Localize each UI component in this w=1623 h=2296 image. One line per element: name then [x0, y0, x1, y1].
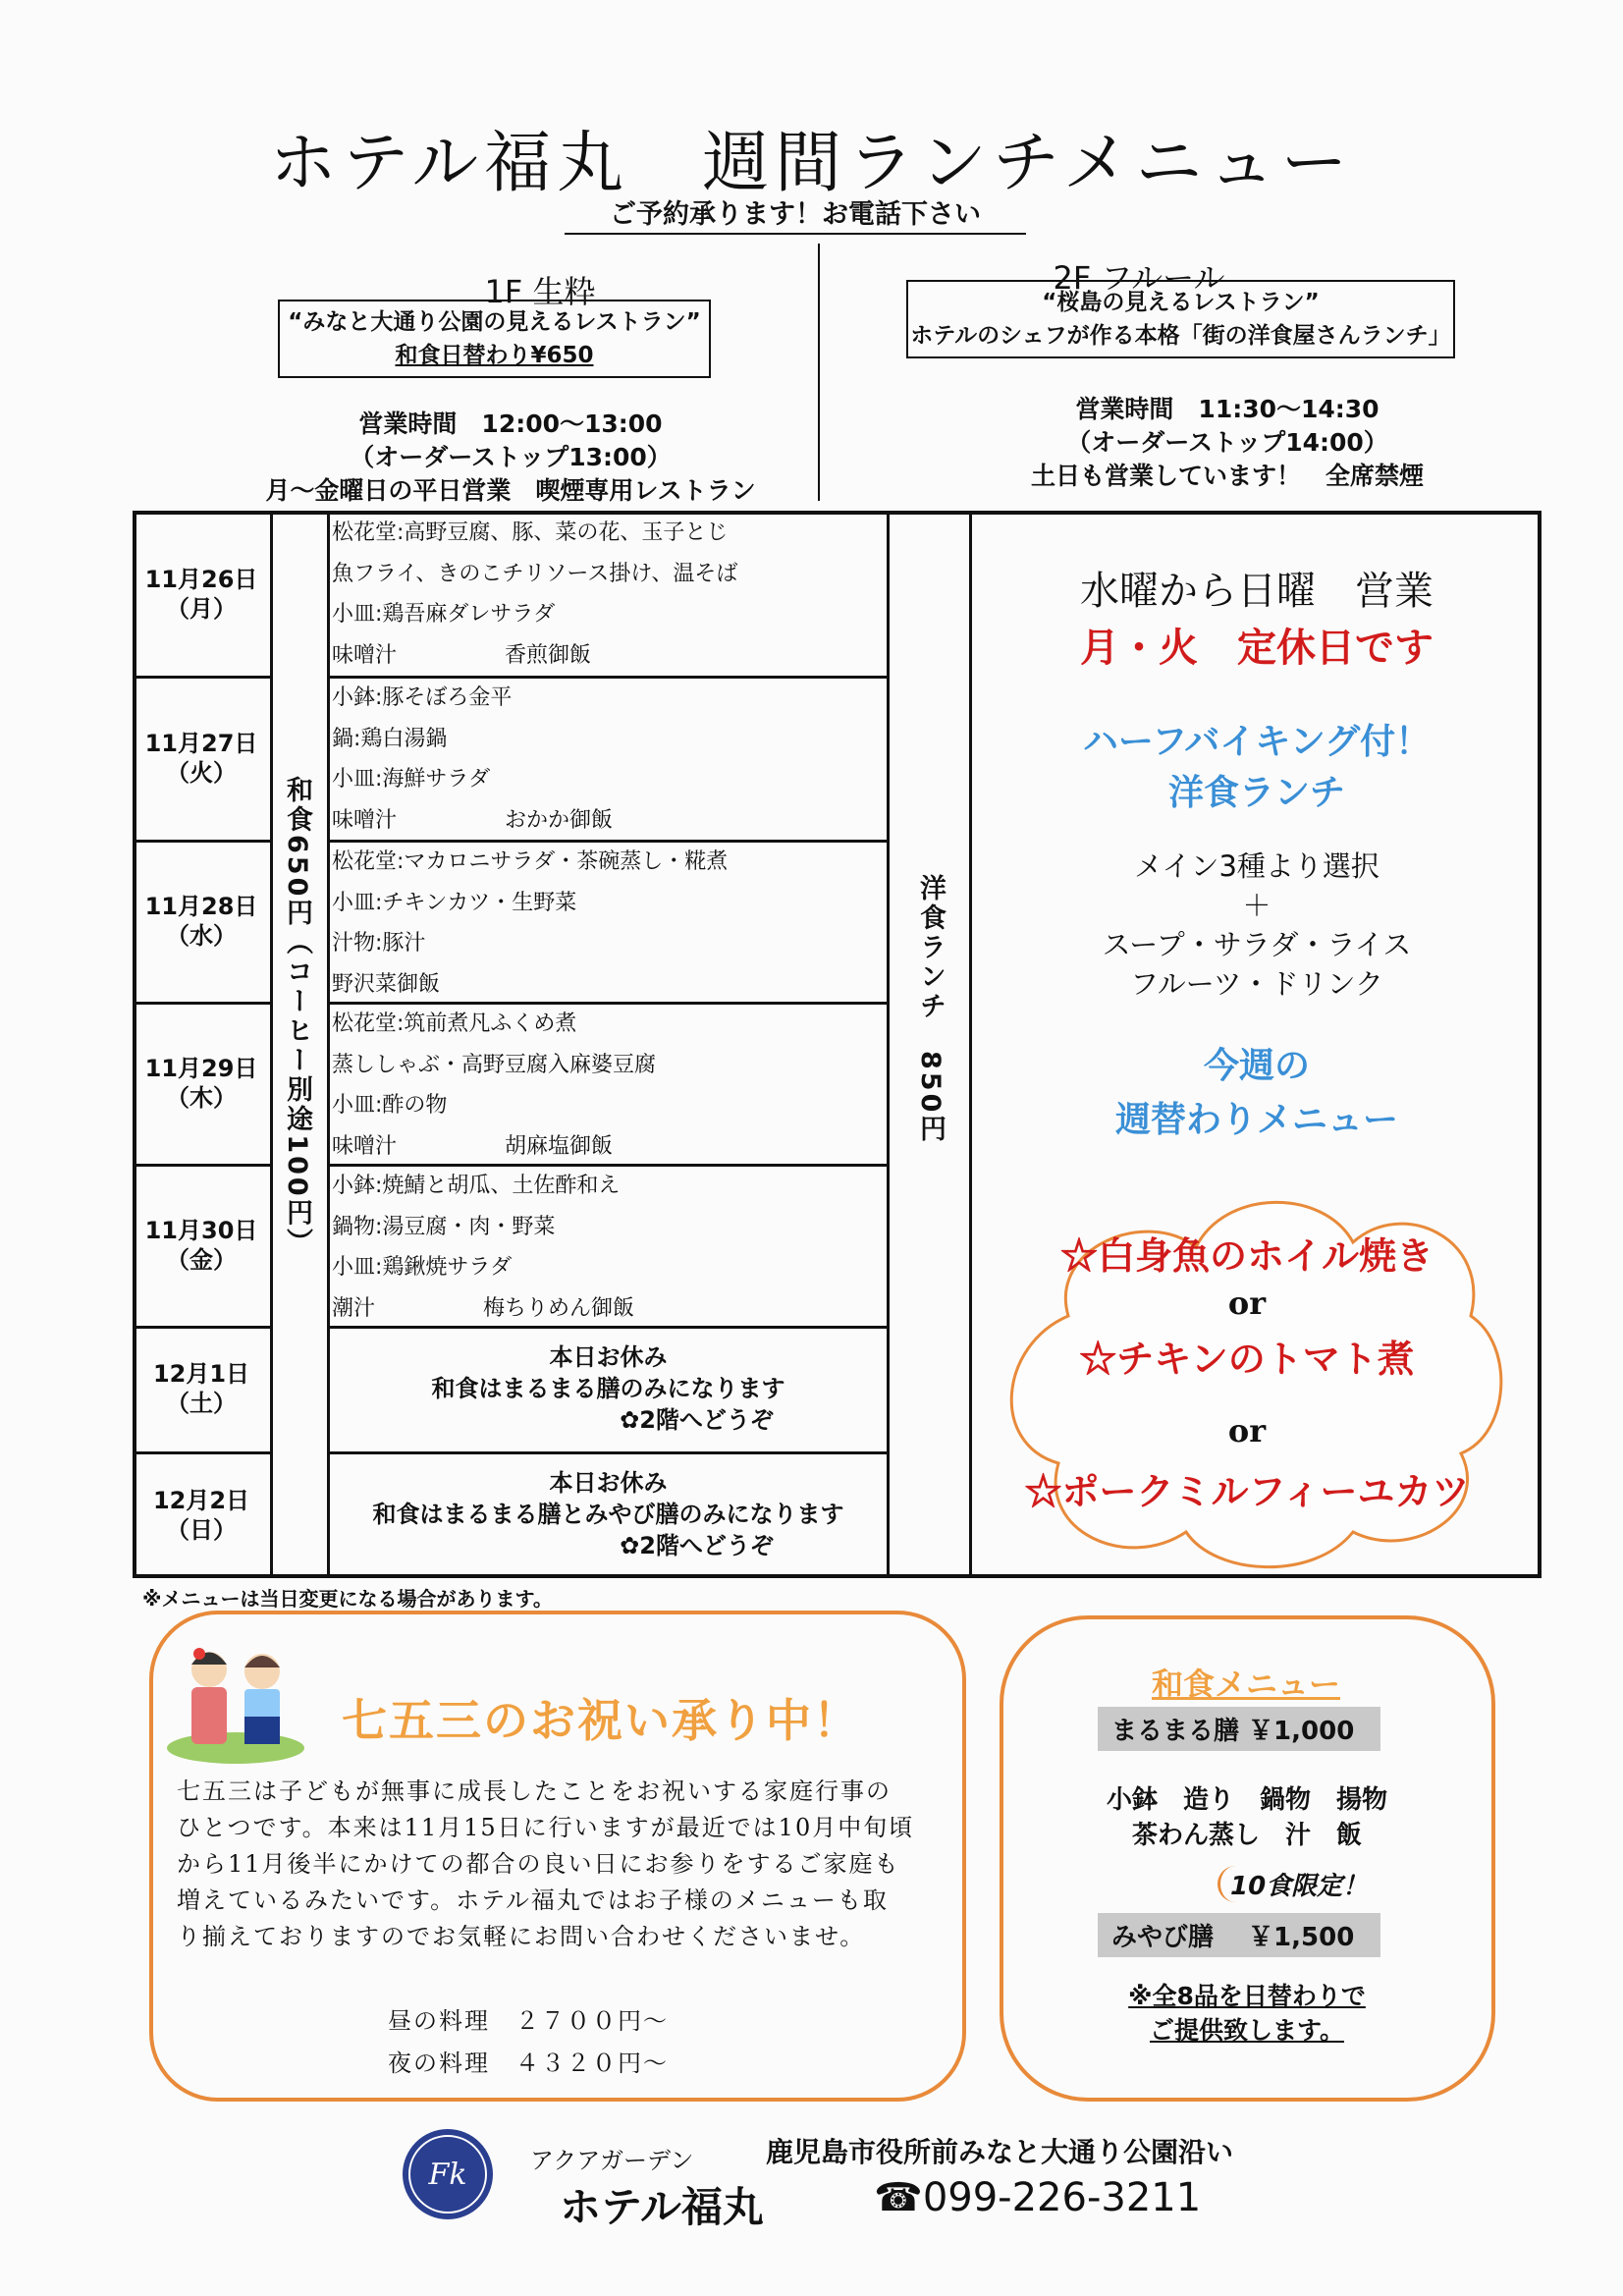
day-date: 12月2日: [152, 1487, 250, 1514]
items-line2: 茶わん蒸し 汁 飯: [1131, 1821, 1362, 1850]
menu-line: 小皿:チキンカツ・生野菜: [332, 890, 577, 915]
floor2-tagline: “桜島の見えるレストラン”: [1042, 290, 1320, 315]
day-date: 11月26日: [144, 566, 258, 593]
rest-line: 和食はまるまる膳とみやび膳のみになります: [372, 1501, 844, 1528]
rest-line: 本日お休み: [549, 1469, 668, 1497]
rest-line: 本日お休み: [549, 1343, 668, 1371]
or-label: or: [1227, 1412, 1267, 1449]
day-cell: [133, 565, 270, 624]
weekly-line2: 週替わりメニュー: [1114, 1100, 1398, 1140]
menu-line: 小皿:酢の物: [332, 1093, 448, 1118]
daily-note: [1100, 1979, 1394, 2048]
body-line: ひとつです。本来は11月15日に行いますが最近では10月中旬頃: [177, 1814, 915, 1841]
menu-line: 鍋物:湯豆腐・肉・野菜: [332, 1214, 556, 1239]
day-dow: （月）: [166, 595, 237, 623]
menu-line: 魚フライ、きのこチリソース掛け、温そば: [332, 561, 738, 586]
rest-line: 和食はまるまる膳のみになります: [431, 1375, 785, 1402]
body-line: から11月後半にかけての都合の良い日にお参りをするご家庭も: [177, 1850, 900, 1878]
menu-line: 鍋:鶏白湯鍋: [332, 726, 448, 751]
set-items: [1041, 1782, 1453, 1853]
body-line: り揃えておりますのでお気軽にお問い合わせくださいませ。: [177, 1923, 866, 1950]
day-cell: [133, 892, 270, 951]
washoku-price-label: 和食650円（コーヒー別途100円）: [282, 776, 312, 1258]
limited-badge: 10食限定！: [1217, 1866, 1378, 1902]
buffet-line2: 洋食ランチ: [1167, 773, 1345, 813]
floor1-price: 和食日替わり¥650: [395, 343, 594, 368]
menu-line: 味噌汁 香煎御飯: [332, 642, 592, 668]
note-line1: ※全8品を日替わりで: [1128, 1982, 1366, 2010]
aqua-garden: アクアガーデン: [530, 2147, 694, 2174]
day-cell: [133, 1359, 270, 1418]
column-divider: [818, 244, 820, 501]
sides-line1: スープ・サラダ・ライス: [1102, 928, 1412, 961]
day-dow: （日）: [166, 1516, 237, 1544]
rest-line: ✿2階へどうぞ: [620, 1406, 774, 1434]
table-hline: [133, 1326, 271, 1329]
price-list: [388, 2003, 669, 2082]
floor2-note: 土日も営業しています！ 全席禁煙: [1030, 462, 1424, 490]
day-dow: （木）: [166, 1084, 237, 1112]
floor1-last-order: （オーダーストップ13:00）: [350, 443, 672, 471]
day-menu: [332, 1166, 634, 1329]
day-menu: [332, 1004, 656, 1167]
address: 鹿児島市役所前みなと大通り公園沿い: [766, 2136, 1234, 2168]
menu-line: 松花堂:筑前煮凡ふくめ煮: [332, 1011, 577, 1036]
lunch-detail: [972, 847, 1542, 1004]
weekly-line1: 今週の: [1203, 1046, 1310, 1086]
or-label: or: [1227, 1285, 1267, 1322]
day-menu: [332, 513, 737, 676]
floor1-note: 月～金曜日の平日営業 喫煙専用レストラン: [265, 476, 756, 505]
menu-line: 松花堂:マカロニサラダ・茶碗蒸し・糀煮: [332, 849, 729, 874]
logo-mark: Fk: [408, 2135, 487, 2214]
day-menu: [332, 842, 728, 1005]
day-dow: （水）: [166, 922, 237, 950]
table-hline: [133, 840, 271, 843]
weekly-item-1: ☆白身魚のホイル焼き: [1059, 1233, 1434, 1278]
day-dow: （金）: [166, 1246, 237, 1274]
day-date: 11月27日: [144, 730, 258, 757]
table-hline: [133, 676, 271, 679]
floor1-hours: 営業時間 12:00～13:00: [358, 410, 663, 438]
main-choice: メイン3種より選択: [1134, 849, 1380, 883]
table-vline: [270, 511, 273, 1578]
menu-line: 小皿:海鮮サラダ: [332, 767, 491, 792]
menu-line: 味噌汁 胡麻塩御飯: [332, 1133, 614, 1159]
weekly-item-2: ☆チキンのトマト煮: [1079, 1337, 1415, 1381]
buffet-line1: ハーフバイキング付！: [1082, 722, 1432, 762]
sides-line2: フルーツ・ドリンク: [1129, 967, 1384, 1001]
floor1-box: [278, 300, 711, 378]
note-line2: ご提供致します。: [1149, 2016, 1344, 2045]
miyabi-set: みやび膳 ￥1,500: [1098, 1913, 1380, 1957]
floor2-desc: ホテルのシェフが作る本格「街の洋食屋さんランチ」: [910, 323, 1451, 349]
items-line1: 小鉢 造り 鍋物 揚物: [1106, 1785, 1387, 1815]
page-title: ホテル福丸 週間ランチメニュー: [269, 125, 1354, 202]
day-cell: [133, 1486, 270, 1545]
body-line: 七五三は子どもが無事に成長したことをお祝いする家庭行事の: [177, 1777, 892, 1805]
day-cell: [133, 1216, 270, 1275]
day-date: 11月28日: [144, 893, 258, 920]
floor2-box: [906, 280, 1455, 358]
reservation-note: ご予約承ります！お電話下さい: [565, 192, 1026, 235]
plus-sign: ＋: [1242, 889, 1271, 922]
menu-line: 小鉢:豚そぼろ金平: [332, 685, 513, 710]
washoku-menu-title: 和食メニュー: [1152, 1666, 1341, 1703]
day-dow: （土）: [166, 1390, 237, 1417]
menu-line: 小鉢:焼鯖と胡瓜、土佐酢和え: [332, 1174, 621, 1198]
phone-number: ☎099-226-3211: [874, 2175, 1202, 2220]
rest-line: ✿2階へどうぞ: [620, 1532, 774, 1559]
menu-line: 蒸ししゃぶ・高野豆腐入麻婆豆腐: [332, 1052, 657, 1077]
menu-line: 味噌汁 おかか御飯: [332, 807, 614, 833]
yoshoku-price-label: 洋食ランチ 850円: [915, 874, 946, 1145]
day-cell: [133, 1054, 270, 1113]
menu-line: 小皿:鶏吾麻ダレサラダ: [332, 602, 556, 627]
menu-line: 野沢菜御飯: [332, 971, 441, 997]
open-days: 水曜から日曜 営業: [1080, 569, 1434, 614]
shichigosan-title: 七五三のお祝い承り中！: [342, 1694, 860, 1747]
rest-day-note: [330, 1467, 887, 1561]
menu-line: 潮汁 梅ちりめん御飯: [332, 1295, 635, 1321]
floor1-name: 1F 生粋: [484, 273, 596, 310]
closed-days: 月・火 定休日です: [1080, 626, 1434, 671]
floor2-last-order: （オーダーストップ14:00）: [1066, 428, 1388, 457]
day-date: 11月29日: [144, 1055, 258, 1082]
body-line: 増えているみたいです。ホテル福丸ではお子様のメニューも取: [177, 1886, 889, 1914]
shichigosan-body: [177, 1774, 952, 1955]
floor2-name: 2F フルール: [1053, 259, 1225, 297]
weekly-item-3: ☆ポークミルフィーユカツ: [1024, 1469, 1470, 1513]
dinner-price: 夜の料理 ４３２０円～: [388, 2050, 669, 2077]
table-vline: [887, 511, 890, 1578]
day-date: 12月1日: [152, 1360, 250, 1388]
marumaru-set: まるまる膳 ￥1,000: [1098, 1707, 1380, 1751]
menu-line: 汁物:豚汁: [332, 931, 426, 956]
menu-line: 松花堂:高野豆腐、豚、菜の花、玉子とじ: [332, 520, 729, 545]
floor2-hours: 営業時間 11:30～14:30: [1075, 395, 1380, 423]
rest-day-note: [330, 1341, 887, 1436]
table-hline: [133, 1451, 271, 1454]
day-menu: [332, 678, 613, 841]
floor1-tagline: “みなと大通り公園の見えるレストラン”: [288, 309, 701, 335]
floor1-hours-block: [236, 408, 785, 508]
hotel-logo: [403, 2129, 493, 2219]
menu-line: 小皿:鶏鍬焼サラダ: [332, 1255, 513, 1280]
lunch-price: 昼の料理 ２７００円～: [388, 2007, 669, 2035]
table-hline: [133, 1002, 271, 1005]
change-notice: ※メニューは当日変更になる場合があります。: [142, 1587, 553, 1611]
hotel-name: ホテル福丸: [560, 2183, 764, 2231]
day-date: 11月30日: [144, 1217, 258, 1244]
table-hline: [327, 1451, 889, 1454]
table-hline: [133, 1164, 271, 1167]
day-dow: （火）: [166, 759, 237, 787]
day-cell: [133, 729, 270, 788]
children-illustration: [162, 1640, 309, 1768]
floor2-hours-block: [943, 393, 1512, 493]
